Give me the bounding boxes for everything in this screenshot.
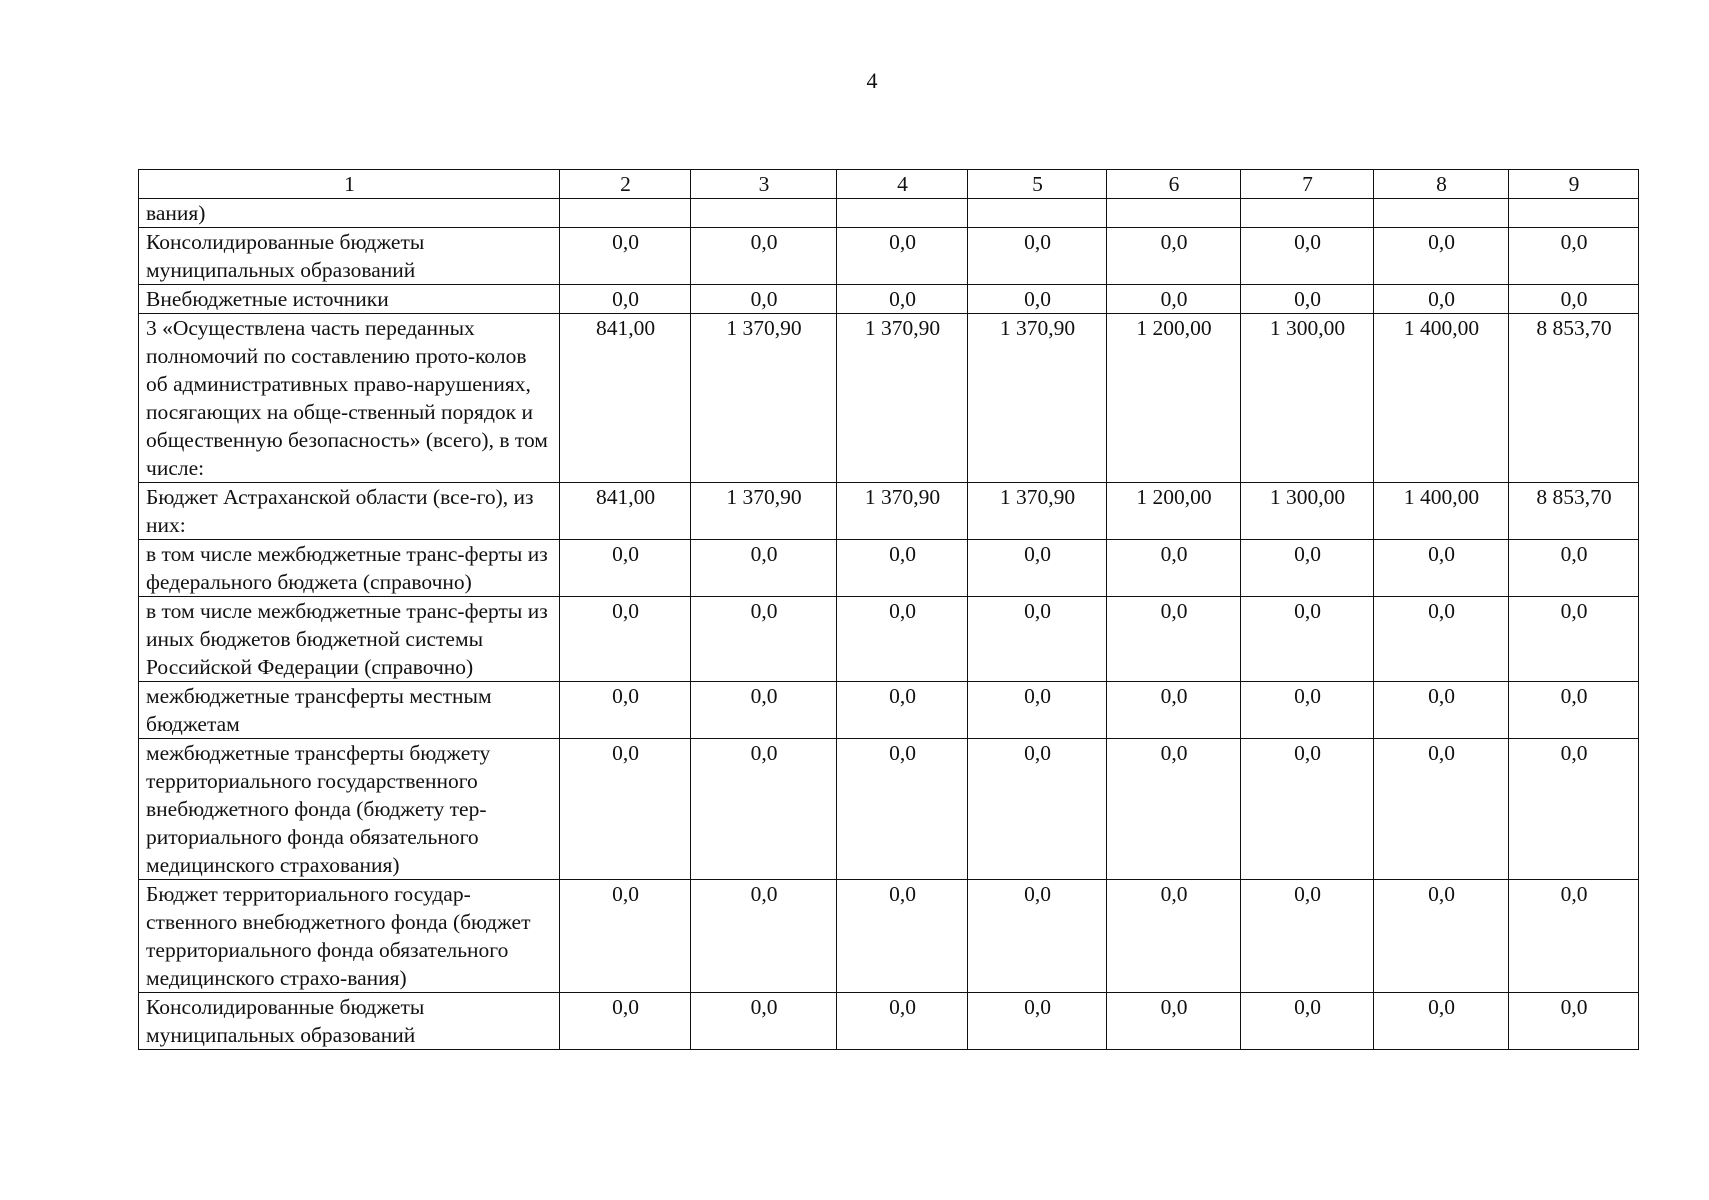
column-header: 5 bbox=[968, 170, 1107, 199]
row-value: 0,0 bbox=[968, 597, 1107, 682]
row-value: 0,0 bbox=[1241, 597, 1374, 682]
row-label: Бюджет территориального государ-ственного внебюджетного фонда (бюджет территориального фонда обязательного медицинского страхо-вания) bbox=[139, 880, 560, 993]
row-value: 0,0 bbox=[1374, 285, 1509, 314]
row-label: Внебюджетные источники bbox=[139, 285, 560, 314]
row-value: 0,0 bbox=[1374, 682, 1509, 739]
table-row bbox=[139, 880, 1639, 993]
table-row bbox=[139, 993, 1639, 1050]
column-header: 3 bbox=[691, 170, 837, 199]
row-value: 0,0 bbox=[837, 682, 968, 739]
row-value: 0,0 bbox=[560, 993, 691, 1050]
row-value: 1 300,00 bbox=[1241, 483, 1374, 540]
row-value: 0,0 bbox=[1107, 228, 1241, 285]
row-value: 0,0 bbox=[1241, 739, 1374, 880]
row-value: 0,0 bbox=[560, 880, 691, 993]
row-value: 0,0 bbox=[1374, 540, 1509, 597]
row-value: 0,0 bbox=[1241, 880, 1374, 993]
row-value: 0,0 bbox=[1509, 739, 1639, 880]
table-row bbox=[139, 285, 1639, 314]
row-value bbox=[691, 199, 837, 228]
table-row bbox=[139, 483, 1639, 540]
row-value: 0,0 bbox=[1241, 285, 1374, 314]
row-value: 0,0 bbox=[560, 228, 691, 285]
row-value: 0,0 bbox=[968, 739, 1107, 880]
table-row bbox=[139, 682, 1639, 739]
row-value: 0,0 bbox=[1241, 993, 1374, 1050]
row-value bbox=[1107, 199, 1241, 228]
row-value: 0,0 bbox=[1374, 228, 1509, 285]
row-value: 0,0 bbox=[1509, 228, 1639, 285]
row-value bbox=[1509, 199, 1639, 228]
row-value: 0,0 bbox=[1509, 285, 1639, 314]
row-value: 0,0 bbox=[837, 228, 968, 285]
column-header: 6 bbox=[1107, 170, 1241, 199]
row-value: 0,0 bbox=[1107, 540, 1241, 597]
row-label: вания) bbox=[139, 199, 560, 228]
row-value: 0,0 bbox=[837, 597, 968, 682]
row-value: 0,0 bbox=[968, 540, 1107, 597]
table-row bbox=[139, 228, 1639, 285]
column-header: 8 bbox=[1374, 170, 1509, 199]
row-value: 0,0 bbox=[1241, 228, 1374, 285]
row-label: Бюджет Астраханской области (все-го), из них: bbox=[139, 483, 560, 540]
column-header: 4 bbox=[837, 170, 968, 199]
row-value: 0,0 bbox=[1107, 597, 1241, 682]
row-value: 0,0 bbox=[691, 993, 837, 1050]
row-value: 1 300,00 bbox=[1241, 314, 1374, 483]
table-row bbox=[139, 199, 1639, 228]
row-value: 0,0 bbox=[560, 285, 691, 314]
row-value: 1 400,00 bbox=[1374, 314, 1509, 483]
row-value: 0,0 bbox=[1241, 682, 1374, 739]
row-value: 0,0 bbox=[691, 739, 837, 880]
row-value: 1 370,90 bbox=[837, 483, 968, 540]
row-value: 8 853,70 bbox=[1509, 314, 1639, 483]
row-value: 0,0 bbox=[1107, 682, 1241, 739]
row-value: 0,0 bbox=[691, 880, 837, 993]
row-value: 0,0 bbox=[837, 540, 968, 597]
table-row bbox=[139, 540, 1639, 597]
row-value: 841,00 bbox=[560, 483, 691, 540]
row-value: 0,0 bbox=[1107, 739, 1241, 880]
row-label: Консолидированные бюджеты муниципальных образований bbox=[139, 228, 560, 285]
row-value: 0,0 bbox=[691, 540, 837, 597]
row-value bbox=[1374, 199, 1509, 228]
row-value bbox=[1241, 199, 1374, 228]
row-value: 0,0 bbox=[837, 285, 968, 314]
row-value: 1 370,90 bbox=[968, 483, 1107, 540]
row-value: 0,0 bbox=[1107, 993, 1241, 1050]
row-value: 0,0 bbox=[837, 880, 968, 993]
column-header: 7 bbox=[1241, 170, 1374, 199]
row-value: 0,0 bbox=[691, 228, 837, 285]
row-value: 0,0 bbox=[1374, 597, 1509, 682]
table-row bbox=[139, 597, 1639, 682]
table-row bbox=[139, 314, 1639, 483]
row-value: 0,0 bbox=[968, 285, 1107, 314]
page-number: 4 bbox=[866, 68, 878, 93]
column-header-row bbox=[139, 170, 1639, 199]
row-label: межбюджетные трансферты местным бюджетам bbox=[139, 682, 560, 739]
row-value: 1 200,00 bbox=[1107, 483, 1241, 540]
row-value: 0,0 bbox=[1509, 682, 1639, 739]
row-value: 0,0 bbox=[968, 228, 1107, 285]
row-value: 1 370,90 bbox=[691, 314, 837, 483]
row-value: 0,0 bbox=[1107, 285, 1241, 314]
row-value bbox=[837, 199, 968, 228]
row-value: 0,0 bbox=[691, 597, 837, 682]
row-value: 0,0 bbox=[691, 682, 837, 739]
row-label: 3 «Осуществлена часть переданных полномочий по составлению прото-колов об административных право-нарушениях, посягающих на обще-ственный порядок и общественную безопасность» (всего), в том числе: bbox=[139, 314, 560, 483]
row-label: межбюджетные трансферты бюджету территориального государственного внебюджетного фонда (бюджету тер-риториального фонда обязательного медицинского страхования) bbox=[139, 739, 560, 880]
row-value: 0,0 bbox=[1374, 739, 1509, 880]
column-header: 1 bbox=[139, 170, 560, 199]
row-value: 0,0 bbox=[1107, 880, 1241, 993]
row-label: Консолидированные бюджеты муниципальных образований bbox=[139, 993, 560, 1050]
row-value: 0,0 bbox=[968, 682, 1107, 739]
row-label: в том числе межбюджетные транс-ферты из иных бюджетов бюджетной системы Российской Федерации (справочно) bbox=[139, 597, 560, 682]
row-value: 0,0 bbox=[560, 739, 691, 880]
row-value: 0,0 bbox=[1241, 540, 1374, 597]
row-value: 0,0 bbox=[1509, 880, 1639, 993]
row-value: 0,0 bbox=[560, 682, 691, 739]
row-value bbox=[968, 199, 1107, 228]
row-value: 0,0 bbox=[1374, 880, 1509, 993]
row-value: 1 400,00 bbox=[1374, 483, 1509, 540]
row-value: 1 370,90 bbox=[691, 483, 837, 540]
row-value: 0,0 bbox=[968, 880, 1107, 993]
column-header: 2 bbox=[560, 170, 691, 199]
row-value: 0,0 bbox=[1374, 993, 1509, 1050]
row-value: 0,0 bbox=[837, 739, 968, 880]
row-value: 0,0 bbox=[837, 993, 968, 1050]
row-value: 1 370,90 bbox=[968, 314, 1107, 483]
row-value: 0,0 bbox=[691, 285, 837, 314]
row-value: 841,00 bbox=[560, 314, 691, 483]
row-value: 1 200,00 bbox=[1107, 314, 1241, 483]
row-value: 8 853,70 bbox=[1509, 483, 1639, 540]
budget-table bbox=[138, 169, 1639, 1050]
row-value: 1 370,90 bbox=[837, 314, 968, 483]
row-label: в том числе межбюджетные транс-ферты из федерального бюджета (справочно) bbox=[139, 540, 560, 597]
row-value: 0,0 bbox=[1509, 597, 1639, 682]
row-value: 0,0 bbox=[1509, 540, 1639, 597]
row-value: 0,0 bbox=[1509, 993, 1639, 1050]
row-value: 0,0 bbox=[560, 540, 691, 597]
table-row bbox=[139, 739, 1639, 880]
row-value: 0,0 bbox=[560, 597, 691, 682]
row-value: 0,0 bbox=[968, 993, 1107, 1050]
column-header: 9 bbox=[1509, 170, 1639, 199]
row-value bbox=[560, 199, 691, 228]
